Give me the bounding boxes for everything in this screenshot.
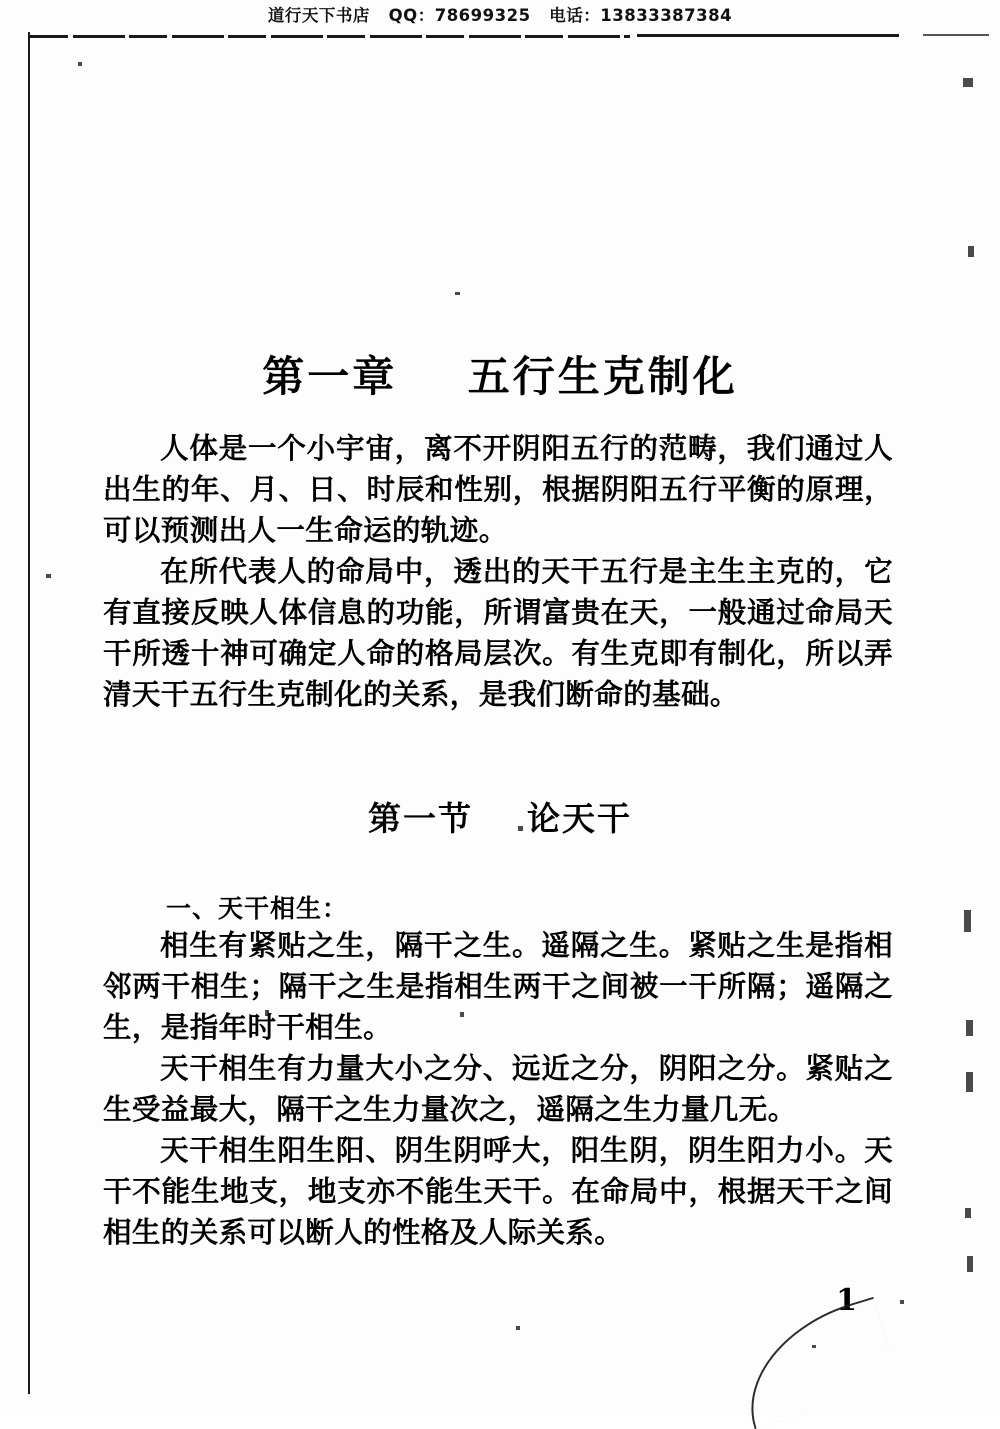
scan-speck [516, 1326, 520, 1330]
scan-speck [455, 292, 460, 295]
scan-watermark-header: 道行天下书店 QQ：78699325 电话：13833387384 [267, 6, 733, 25]
scan-speck [966, 1020, 973, 1036]
scan-speck [968, 246, 974, 257]
scan-speck [967, 1256, 973, 1272]
scan-speck [963, 78, 973, 87]
chapter-title: 第一章 五行生克制化 [262, 352, 738, 402]
section-paragraph-block [103, 925, 893, 1253]
scan-speck [900, 1300, 904, 1304]
paragraph: 相生有紧贴之生，隔干之生。遥隔之生。紧贴之生是指相邻两干相生；隔干之生是指相生两干之间被一干所隔；遥隔之生，是指年时干相生。 [103, 928, 893, 1044]
scan-speck [964, 910, 971, 932]
scan-edge-top-line-right [637, 34, 899, 37]
scan-edge-top-line-far-right [923, 34, 989, 36]
intro-paragraph-block [103, 428, 893, 715]
scan-speck [78, 62, 82, 66]
paragraph: 天干相生阳生阳、阴生阴呼大，阳生阴，阴生阳力小。天干不能生地支，地支亦不能生天干。在命局中，根据天干之间相生的关系可以断人的性格及人际关系。 [103, 1133, 893, 1249]
scan-edge-left-line [28, 32, 30, 1394]
paragraph: 天干相生有力量大小之分、远近之分，阴阳之分。紧贴之生受益最大，隔干之生力量次之，遥隔之生力量几无。 [103, 1051, 893, 1126]
scan-corner-artifact [728, 1297, 900, 1429]
subsection-heading: 一、天干相生： [166, 894, 349, 923]
page-number: 1 [836, 1283, 857, 1318]
scan-edge-top-line [30, 35, 630, 38]
paragraph: 在所代表人的命局中，透出的天干五行是主生主克的，它有直接反映人体信息的功能，所谓富贵在天，一般通过命局天干所透十神可确定人命的格局层次。有生克即有制化，所以弄清天干五行生克制化的关系，是我们断命的基础。 [103, 554, 893, 711]
scan-speck [966, 1072, 973, 1092]
scan-speck [46, 574, 51, 578]
paragraph: 人体是一个小宇宙，离不开阴阳五行的范畴，我们通过人出生的年、月、日、时辰和性别，根据阴阳五行平衡的原理，可以预测出人一生命运的轨迹。 [103, 431, 893, 547]
section-title: 第一节 论天干 [368, 799, 632, 839]
scan-speck [965, 1208, 971, 1218]
